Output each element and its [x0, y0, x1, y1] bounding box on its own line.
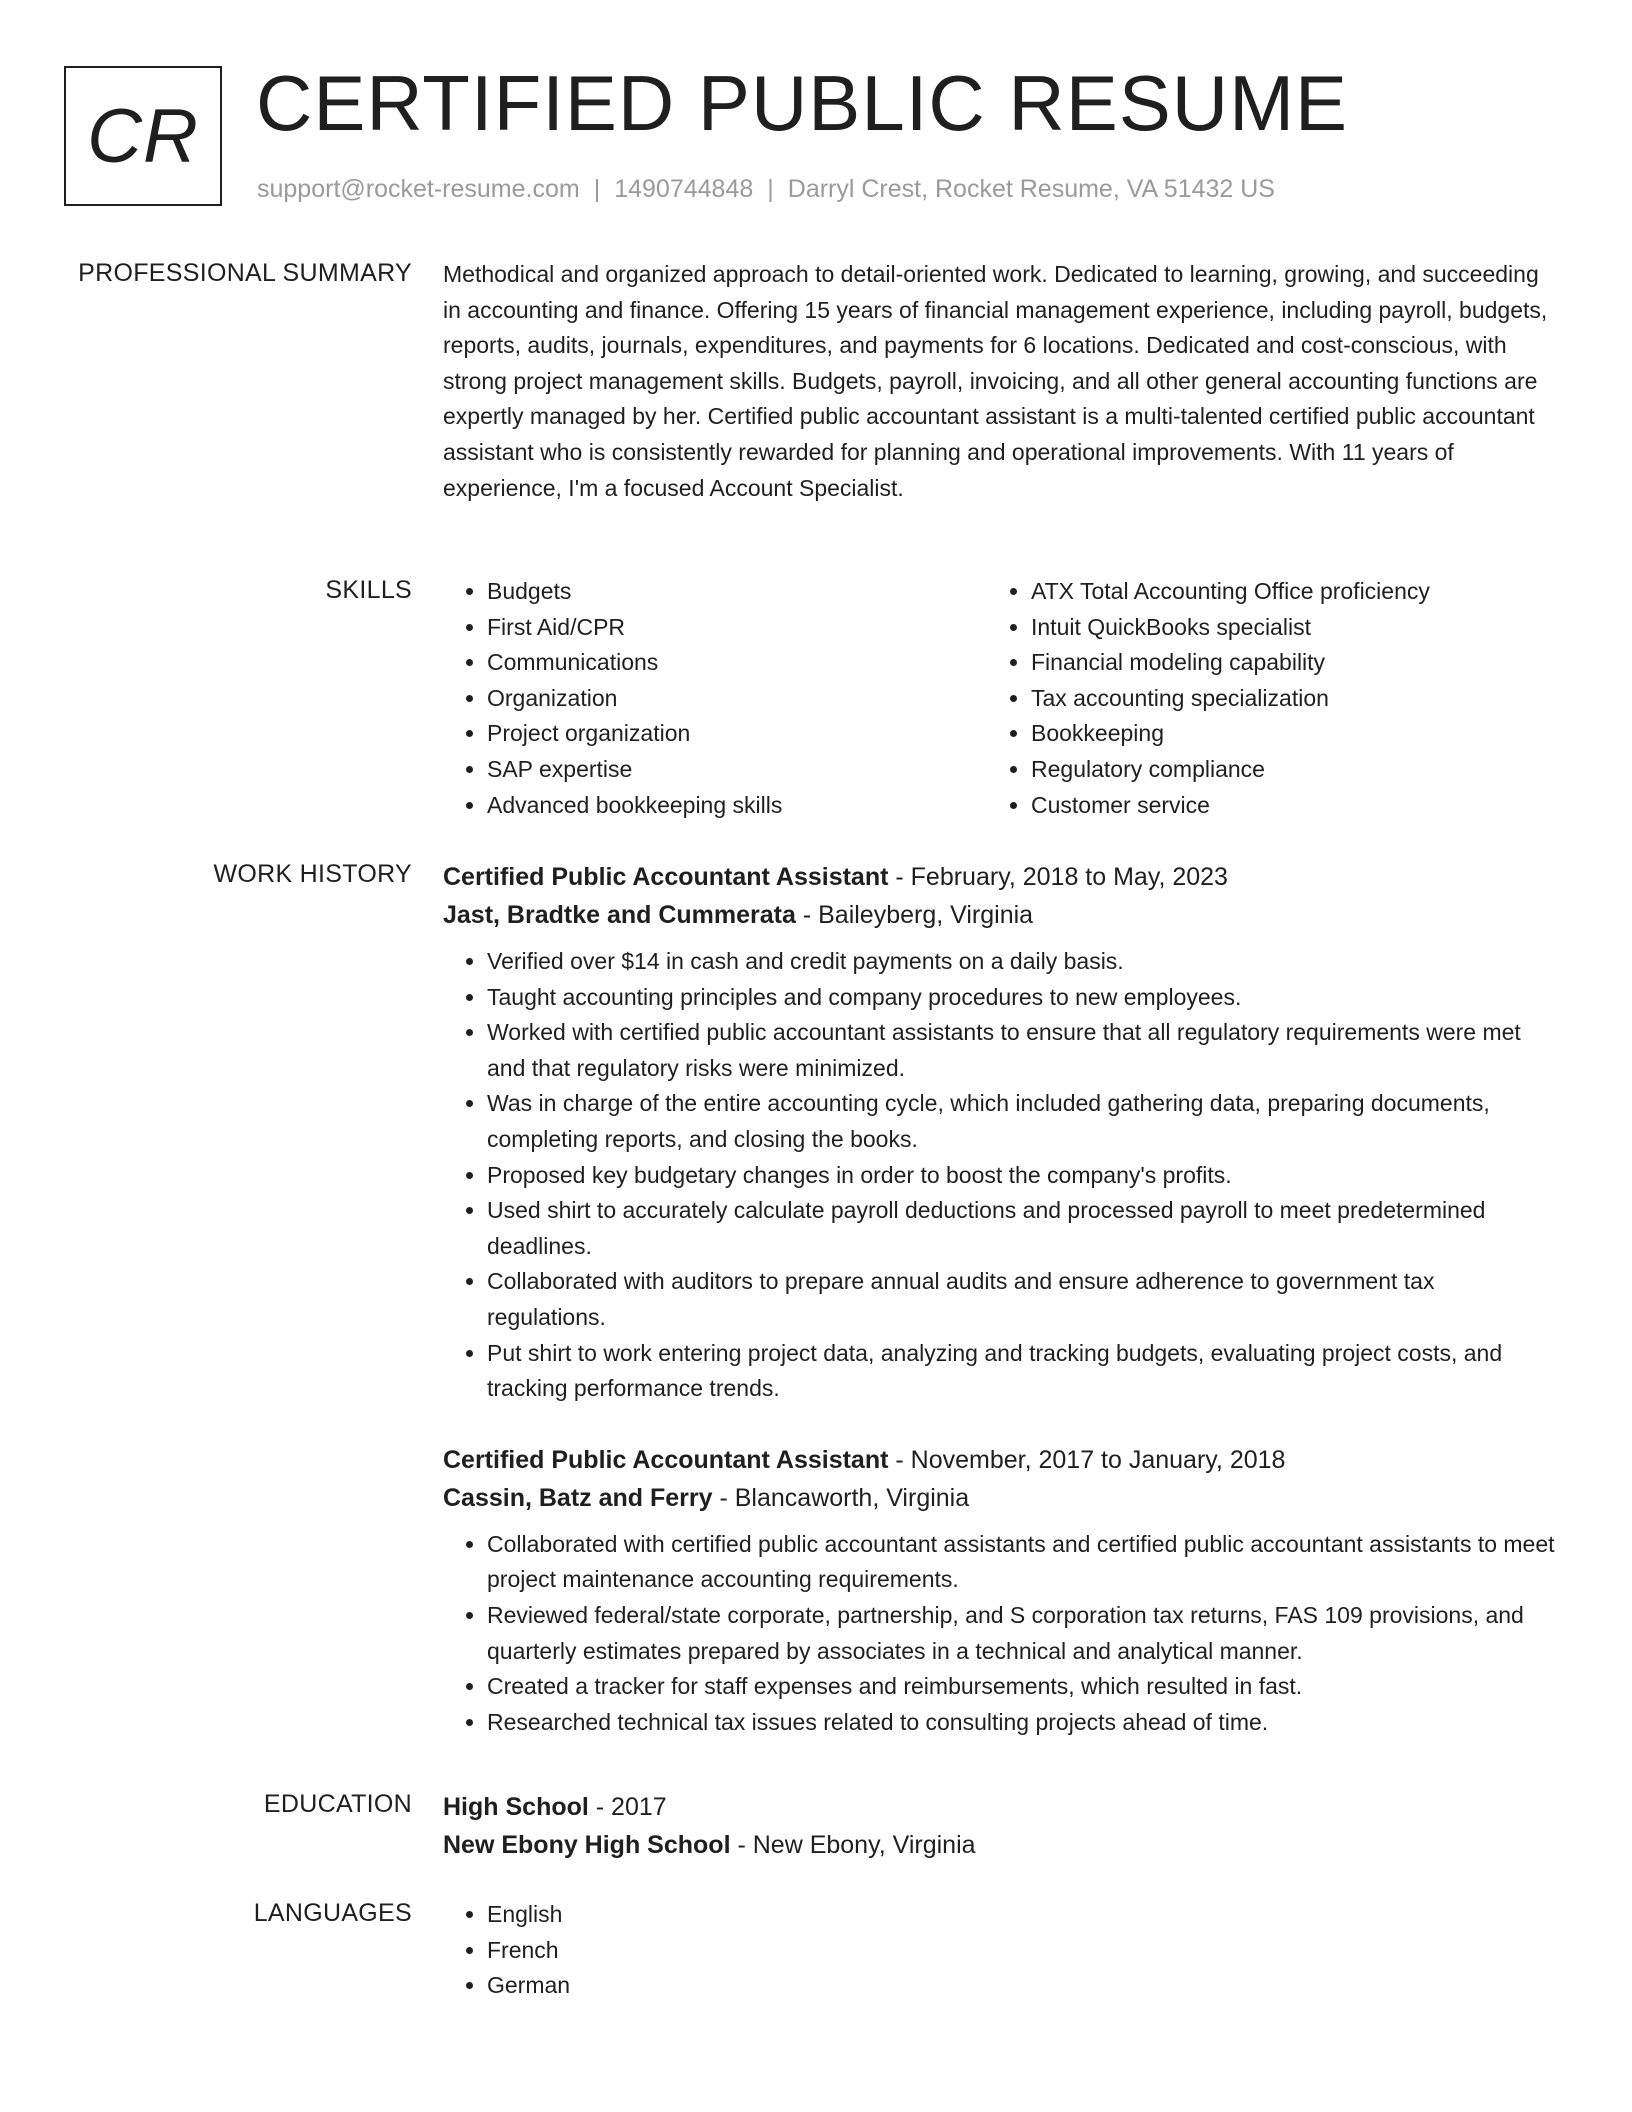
- languages-heading: LANGUAGES: [253, 1899, 412, 1927]
- education-location: - New Ebony, Virginia: [730, 1831, 976, 1859]
- job-duty: • Created a tracker for staff expenses and reimbursements, which resulted in fast.: [487, 1669, 1555, 1705]
- contact-separator: |: [593, 175, 601, 203]
- education-year: - 2017: [588, 1793, 667, 1821]
- job-title: Certified Public Accountant Assistant: [443, 1445, 889, 1474]
- summary-heading: PROFESSIONAL SUMMARY: [78, 259, 412, 287]
- job-duty: • Verified over $14 in cash and credit payments on a daily basis.: [487, 944, 1555, 980]
- skill-item: • SAP expertise: [487, 752, 987, 788]
- job-company: Jast, Bradtke and Cummerata: [443, 901, 796, 929]
- job-duty: • Proposed key budgetary changes in order to boost the company's profits.: [487, 1158, 1555, 1194]
- language-item: • English: [487, 1897, 1555, 1933]
- job-title-line: [443, 858, 1555, 896]
- skills-list-right: [987, 574, 1531, 823]
- job-duty: • Was in charge of the entire accounting cycle, which included gathering data, preparing documents, completing reports, and closing the books.: [487, 1086, 1555, 1157]
- education-school: New Ebony High School: [443, 1831, 731, 1859]
- skill-item: • ATX Total Accounting Office proficiency: [1031, 574, 1531, 610]
- job-title-line: [443, 1441, 1555, 1479]
- languages-body: [443, 1897, 1555, 2004]
- skill-item: • Intuit QuickBooks specialist: [1031, 610, 1531, 646]
- contact-address: Darryl Crest, Rocket Resume, VA 51432 US: [787, 175, 1275, 203]
- skill-item: • Organization: [487, 681, 987, 717]
- job-location: - Baileyberg, Virginia: [795, 901, 1034, 929]
- skill-item: • Financial modeling capability: [1031, 645, 1531, 681]
- skill-item: • Regulatory compliance: [1031, 752, 1531, 788]
- job-duty: • Researched technical tax issues related to consulting projects ahead of time.: [487, 1705, 1555, 1741]
- education-heading: EDUCATION: [263, 1790, 412, 1818]
- skill-item: • Tax accounting specialization: [1031, 681, 1531, 717]
- job-dates: - February, 2018 to May, 2023: [888, 863, 1228, 891]
- skills-body: [443, 574, 1555, 823]
- languages-list: [443, 1897, 1555, 2004]
- contact-separator: |: [767, 175, 774, 203]
- skill-item: • Project organization: [487, 716, 987, 752]
- summary-body: [443, 257, 1555, 506]
- job-title: Certified Public Accountant Assistant: [443, 863, 889, 891]
- job-location: - Blancaworth, Virginia: [712, 1483, 970, 1512]
- job-duty: • Collaborated with certified public accountant assistants and certified public accountant assistants to meet project maintenance accounting requirements.: [487, 1527, 1555, 1598]
- contact-email: support@rocket-resume.com: [257, 175, 580, 203]
- skill-item: • Bookkeeping: [1031, 716, 1531, 752]
- education-school-line: [443, 1826, 1555, 1864]
- job-duty: • Reviewed federal/state corporate, partnership, and S corporation tax returns, FAS 109 provisions, and quarterly estimates prepared by associates in a technical and analytical manner.: [487, 1598, 1555, 1669]
- education-degree-line: [443, 1788, 1555, 1826]
- education-degree: High School: [443, 1793, 589, 1821]
- job-entry: [443, 1441, 1555, 1741]
- job-duties-list: [443, 1527, 1555, 1741]
- job-company: Cassin, Batz and Ferry: [443, 1483, 713, 1512]
- job-company-line: [443, 1479, 1555, 1517]
- job-duty: • Taught accounting principles and company procedures to new employees.: [487, 980, 1555, 1016]
- education-body: [443, 1788, 1555, 1864]
- contact-phone: 1490744848: [614, 175, 754, 203]
- summary-text: Methodical and organized approach to detail-oriented work. Dedicated to learning, growing, and succeeding in accounting and finance. Offering 15 years of financial management experience, including payroll, budgets, reports, audits, journals, expenditures, and payments for 6 locations. Dedicated and cost-conscious, with strong project management skills. Budgets, payroll, invoicing, and all other general accounting functions are expertly managed by her. Certified public accountant assistant is a multi-talented certified public accountant assistant who is consistently rewarded for planning and operational improvements. With 11 years of experience, I'm a focused Account Specialist.: [443, 261, 1548, 501]
- monogram-box: [64, 66, 222, 206]
- skills-list-left: [443, 574, 987, 823]
- resume-title: CERTIFIED PUBLIC RESUME: [256, 59, 1349, 147]
- job-dates: - November, 2017 to January, 2018: [888, 1445, 1286, 1474]
- skill-item: • First Aid/CPR: [487, 610, 987, 646]
- skills-column-left: [443, 574, 987, 823]
- skill-item: • Budgets: [487, 574, 987, 610]
- job-duty: • Used shirt to accurately calculate payroll deductions and processed payroll to meet predetermined deadlines.: [487, 1193, 1555, 1264]
- skills-heading: SKILLS: [325, 576, 412, 604]
- job-entry: [443, 858, 1555, 1407]
- skill-item: • Advanced bookkeeping skills: [487, 788, 987, 824]
- job-duty: • Put shirt to work entering project data, analyzing and tracking budgets, evaluating project costs, and tracking performance trends.: [487, 1336, 1555, 1407]
- job-duty: • Worked with certified public accountant assistants to ensure that all regulatory requirements were met and that regulatory risks were minimized.: [487, 1015, 1555, 1086]
- job-duty: • Collaborated with auditors to prepare annual audits and ensure adherence to government tax regulations.: [487, 1264, 1555, 1335]
- job-company-line: [443, 896, 1555, 934]
- language-item: • French: [487, 1933, 1555, 1969]
- language-item: • German: [487, 1968, 1555, 2004]
- work-history-heading: WORK HISTORY: [213, 860, 412, 888]
- work-history-body: [443, 858, 1555, 1740]
- skill-item: • Customer service: [1031, 788, 1531, 824]
- skills-column-right: [987, 574, 1531, 823]
- job-duties-list: [443, 944, 1555, 1407]
- skill-item: • Communications: [487, 645, 987, 681]
- contact-line: [257, 174, 1275, 204]
- monogram-initials: CR: [87, 93, 199, 179]
